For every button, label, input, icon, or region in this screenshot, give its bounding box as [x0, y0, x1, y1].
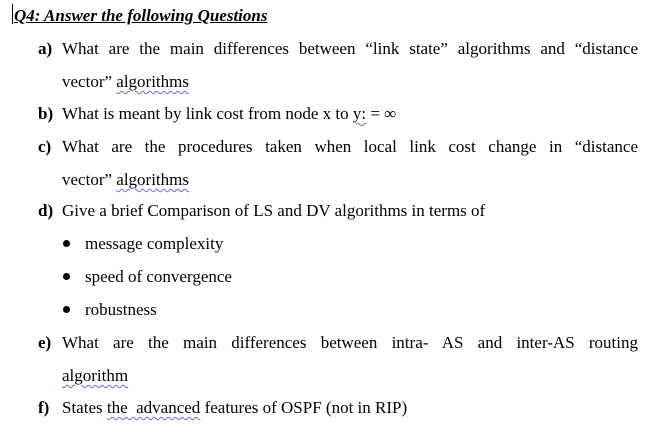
spellcheck-squiggle: the advanced — [106, 398, 201, 417]
question-f — [38, 391, 638, 424]
question-c-line2-text: vector” — [62, 170, 117, 189]
question-e-line1: What are the main differences between intra- AS and inter-AS routing — [62, 333, 638, 352]
question-a-line2 — [62, 65, 638, 98]
question-f-pre: States — [62, 398, 107, 417]
bullet-item — [63, 260, 232, 293]
question-f-marker: f) — [38, 398, 50, 417]
spellcheck-squiggle: y: — [352, 104, 367, 123]
question-a — [38, 32, 638, 98]
spellcheck-squiggle: algorithms — [116, 170, 189, 189]
bullet-text: message complexity — [85, 234, 224, 253]
question-f-text — [62, 391, 638, 424]
bullet-dot-icon — [63, 306, 70, 313]
bullet-item — [63, 227, 223, 260]
spellcheck-squiggle: algorithm — [62, 366, 129, 385]
bullet-text: speed of convergence — [85, 267, 232, 286]
question-c — [38, 130, 638, 196]
question-d-text: Give a brief Comparison of LS and DV algorithms in terms of — [62, 201, 486, 220]
question-b-pre: What is meant by link cost from node x to — [62, 104, 353, 123]
question-c-line2 — [62, 163, 638, 196]
question-e-line2 — [62, 359, 638, 392]
question-b — [38, 97, 638, 130]
question-b-marker: b) — [38, 104, 54, 123]
spellcheck-squiggle: algorithms — [116, 72, 189, 91]
question-a-line1: What are the main differences between “link state” algorithms and “distance — [62, 39, 638, 58]
question-e-marker: e) — [38, 333, 52, 352]
question-c-line1: What are the procedures taken when local link cost change in “distance — [62, 137, 638, 156]
question-b-text — [62, 97, 638, 130]
bullet-dot-icon — [63, 240, 70, 247]
section-heading: Q4: Answer the following Questions — [14, 6, 268, 25]
question-d — [38, 194, 638, 227]
question-d-marker: d) — [38, 201, 54, 220]
bullet-text: robustness — [85, 300, 157, 319]
question-f-post: features of OSPF (not in RIP) — [200, 398, 408, 417]
text-cursor — [12, 4, 13, 24]
question-a-marker: a) — [38, 39, 53, 58]
question-c-marker: c) — [38, 137, 52, 156]
bullet-item — [63, 293, 157, 326]
bullet-dot-icon — [63, 273, 70, 280]
question-e — [38, 326, 638, 392]
question-b-post: = ∞ — [366, 104, 397, 123]
question-a-line2-text: vector” — [62, 72, 117, 91]
